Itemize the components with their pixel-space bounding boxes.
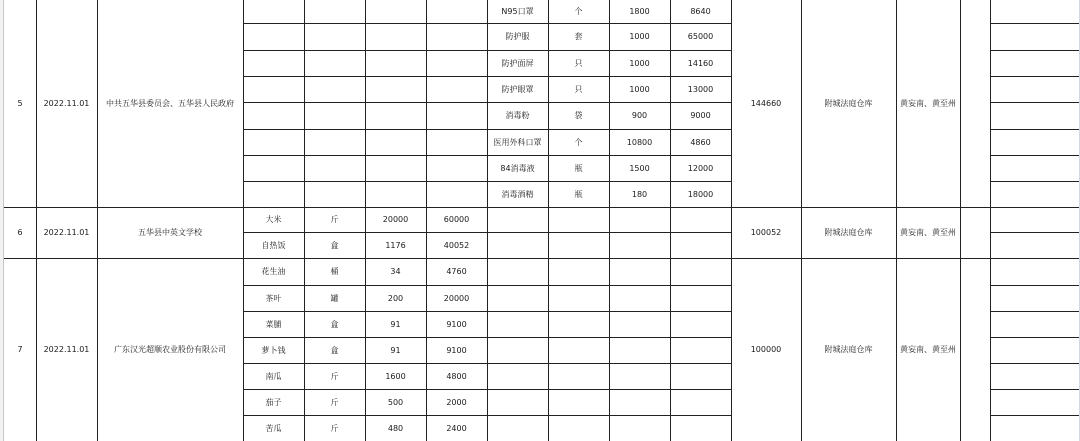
- handlers-cell[interactable]: 黄妄南、黄至州: [900, 228, 956, 237]
- item-unit-cell[interactable]: 斤: [330, 397, 339, 407]
- item-value-cell[interactable]: 60000: [443, 215, 470, 224]
- extra-cell[interactable]: [990, 102, 1080, 129]
- extra-cell[interactable]: [990, 207, 1080, 232]
- item-name-cell[interactable]: 消毒酒精: [501, 189, 534, 199]
- cell-border: [990, 311, 1080, 312]
- item-unit-cell[interactable]: [304, 23, 365, 50]
- item-name-cell[interactable]: [487, 363, 548, 389]
- item-unit-cell[interactable]: 个: [574, 137, 583, 147]
- cell-border: [97, 0, 98, 441]
- item-value-cell[interactable]: 20000: [443, 293, 470, 303]
- item-unit-cell[interactable]: [304, 76, 365, 102]
- item-unit-cell[interactable]: 盒: [330, 319, 339, 329]
- item-value-cell[interactable]: 12000: [687, 163, 714, 173]
- blank-cell[interactable]: [960, 0, 990, 207]
- item-name-cell[interactable]: 防护面屏: [501, 58, 534, 68]
- item-value-cell[interactable]: 9100: [446, 345, 467, 355]
- date-cell[interactable]: 2022.11.01: [43, 99, 90, 108]
- extra-cell[interactable]: [990, 285, 1080, 311]
- item-qty-cell[interactable]: 20000: [382, 215, 409, 224]
- item-qty-cell[interactable]: 480: [387, 423, 404, 433]
- item-qty-cell[interactable]: 1800: [629, 7, 650, 16]
- row-number-cell[interactable]: 7: [17, 345, 23, 354]
- extra-cell[interactable]: [990, 258, 1080, 285]
- item-value-cell[interactable]: [670, 285, 731, 311]
- item-unit-cell[interactable]: 斤: [330, 215, 339, 224]
- blank-cell[interactable]: [960, 258, 990, 441]
- item-qty-cell[interactable]: 1600: [385, 371, 406, 381]
- item-value-cell[interactable]: 40052: [443, 240, 470, 250]
- item-unit-cell[interactable]: [548, 363, 609, 389]
- item-qty-cell[interactable]: [609, 207, 670, 232]
- item-value-cell[interactable]: 9000: [690, 111, 711, 120]
- item-name-cell[interactable]: 84消毒液: [500, 163, 535, 173]
- extra-cell[interactable]: [990, 76, 1080, 102]
- item-name-cell[interactable]: [487, 337, 548, 363]
- item-qty-cell[interactable]: [609, 258, 670, 285]
- cell-border: [990, 129, 1080, 130]
- warehouse-cell[interactable]: 附城法庭仓库: [824, 228, 873, 237]
- cell-border: [609, 0, 610, 441]
- item-qty-cell[interactable]: [609, 363, 670, 389]
- item-qty-cell[interactable]: 34: [390, 267, 401, 276]
- item-qty-cell[interactable]: 500: [387, 397, 404, 407]
- extra-cell[interactable]: [990, 0, 1080, 23]
- item-value-cell[interactable]: 4800: [446, 371, 467, 381]
- item-name-cell[interactable]: 大米: [265, 215, 282, 224]
- item-qty-cell[interactable]: [365, 23, 426, 50]
- item-qty-cell[interactable]: [365, 0, 426, 23]
- item-qty-cell[interactable]: [609, 389, 670, 415]
- item-name-cell[interactable]: [487, 415, 548, 441]
- extra-cell[interactable]: [990, 50, 1080, 76]
- item-name-cell[interactable]: 防护眼罩: [501, 84, 534, 94]
- item-unit-cell[interactable]: 只: [574, 84, 583, 94]
- cell-border: [304, 0, 305, 441]
- item-qty-cell[interactable]: [609, 311, 670, 337]
- item-name-cell[interactable]: [487, 311, 548, 337]
- cell-border: [731, 0, 732, 441]
- warehouse-cell[interactable]: 附城法庭仓库: [824, 345, 873, 354]
- item-qty-cell[interactable]: [365, 155, 426, 181]
- cell-border: [990, 23, 1080, 24]
- cell-border: [990, 181, 1080, 182]
- item-unit-cell[interactable]: 罐: [330, 293, 339, 303]
- item-unit-cell[interactable]: 斤: [330, 423, 339, 433]
- item-unit-cell[interactable]: 袋: [574, 111, 583, 120]
- item-name-cell[interactable]: 花生油: [261, 267, 286, 276]
- cell-border: [670, 0, 671, 441]
- item-value-cell[interactable]: [426, 23, 487, 50]
- handlers-cell[interactable]: 黄妄南、黄至州: [900, 345, 956, 354]
- item-unit-cell[interactable]: [304, 50, 365, 76]
- item-value-cell[interactable]: [426, 129, 487, 155]
- item-name-cell[interactable]: [487, 258, 548, 285]
- item-value-cell[interactable]: 65000: [687, 32, 714, 41]
- item-value-cell[interactable]: [670, 337, 731, 363]
- item-qty-cell[interactable]: 91: [390, 345, 401, 355]
- item-qty-cell[interactable]: [609, 337, 670, 363]
- item-unit-cell[interactable]: 桶: [330, 267, 339, 276]
- cell-border: [990, 363, 1080, 364]
- donor-cell[interactable]: 广东汉光超顺农业股份有限公司: [114, 345, 226, 354]
- item-unit-cell[interactable]: 斤: [330, 371, 339, 381]
- extra-cell[interactable]: [990, 23, 1080, 50]
- cell-border: [896, 0, 897, 441]
- item-name-cell[interactable]: 防护服: [505, 32, 530, 41]
- cell-border: [801, 0, 802, 441]
- item-name-cell[interactable]: [243, 76, 304, 102]
- item-name-cell[interactable]: 苦瓜: [265, 423, 282, 433]
- item-value-cell[interactable]: [426, 76, 487, 102]
- item-value-cell[interactable]: [670, 389, 731, 415]
- cell-border: [990, 102, 1080, 103]
- item-qty-cell[interactable]: [365, 181, 426, 207]
- item-value-cell[interactable]: [670, 363, 731, 389]
- item-name-cell[interactable]: [243, 50, 304, 76]
- row-number-cell[interactable]: 5: [17, 99, 23, 108]
- item-unit-cell[interactable]: [548, 232, 609, 258]
- item-unit-cell[interactable]: [304, 155, 365, 181]
- item-value-cell[interactable]: [670, 258, 731, 285]
- item-name-cell[interactable]: [487, 389, 548, 415]
- cell-border: [960, 0, 961, 441]
- item-unit-cell[interactable]: [304, 181, 365, 207]
- item-name-cell[interactable]: [243, 155, 304, 181]
- extra-cell[interactable]: [990, 337, 1080, 363]
- cell-border: [990, 389, 1080, 390]
- item-value-cell[interactable]: 4760: [446, 267, 467, 276]
- item-value-cell[interactable]: [670, 311, 731, 337]
- item-name-cell[interactable]: [487, 285, 548, 311]
- item-qty-cell[interactable]: [365, 50, 426, 76]
- cell-border: [426, 0, 427, 441]
- item-value-cell[interactable]: 8640: [690, 7, 711, 16]
- cell-border: [990, 0, 991, 441]
- item-unit-cell[interactable]: 瓶: [574, 163, 583, 173]
- cell-border: [487, 0, 488, 441]
- cell-border: [990, 76, 1080, 77]
- item-unit-cell[interactable]: 盒: [330, 240, 339, 250]
- total-cell[interactable]: 100052: [750, 228, 782, 237]
- item-name-cell[interactable]: 消毒粉: [505, 111, 530, 120]
- donor-cell[interactable]: 中共五华县委员会、五华县人民政府: [106, 99, 234, 108]
- total-cell[interactable]: 144660: [750, 99, 782, 108]
- item-qty-cell[interactable]: [365, 129, 426, 155]
- item-unit-cell[interactable]: [304, 129, 365, 155]
- cell-border: [990, 232, 1080, 233]
- cell-border: [243, 0, 244, 441]
- item-value-cell[interactable]: [426, 181, 487, 207]
- item-unit-cell[interactable]: 只: [574, 58, 583, 68]
- item-name-cell[interactable]: 茄子: [265, 397, 282, 407]
- item-name-cell[interactable]: 医用外科口罩: [493, 137, 542, 147]
- item-value-cell[interactable]: 9100: [446, 319, 467, 329]
- item-name-cell[interactable]: [243, 102, 304, 129]
- item-qty-cell[interactable]: [365, 102, 426, 129]
- extra-cell[interactable]: [990, 129, 1080, 155]
- extra-cell[interactable]: [990, 389, 1080, 415]
- item-qty-cell[interactable]: 1000: [629, 32, 650, 41]
- item-qty-cell[interactable]: [365, 76, 426, 102]
- item-qty-cell[interactable]: [609, 285, 670, 311]
- donor-cell[interactable]: 五华县中英文学校: [138, 228, 202, 237]
- item-qty-cell[interactable]: 900: [631, 111, 648, 120]
- item-unit-cell[interactable]: [548, 415, 609, 441]
- cell-border: [990, 337, 1080, 338]
- item-unit-cell[interactable]: [548, 337, 609, 363]
- cell-border: [990, 50, 1080, 51]
- warehouse-cell[interactable]: 附城法庭仓库: [824, 99, 873, 108]
- item-value-cell[interactable]: 4860: [690, 137, 711, 147]
- extra-cell[interactable]: [990, 181, 1080, 207]
- item-value-cell[interactable]: 18000: [687, 189, 714, 199]
- item-value-cell[interactable]: 2000: [446, 397, 467, 407]
- item-name-cell[interactable]: 自热饭: [261, 240, 286, 250]
- item-name-cell[interactable]: N95口罩: [501, 7, 534, 16]
- item-qty-cell[interactable]: 180: [631, 189, 648, 199]
- item-value-cell[interactable]: [426, 50, 487, 76]
- item-value-cell[interactable]: [426, 102, 487, 129]
- item-name-cell[interactable]: [243, 0, 304, 23]
- cell-border: [990, 155, 1080, 156]
- blank-cell[interactable]: [960, 207, 990, 258]
- item-unit-cell[interactable]: 瓶: [574, 189, 583, 199]
- item-name-cell[interactable]: 南瓜: [265, 371, 282, 381]
- item-unit-cell[interactable]: [548, 389, 609, 415]
- item-qty-cell[interactable]: 1000: [629, 58, 650, 68]
- item-unit-cell[interactable]: [548, 207, 609, 232]
- extra-cell[interactable]: [990, 415, 1080, 441]
- row-number-cell[interactable]: 6: [17, 228, 23, 237]
- item-unit-cell[interactable]: 套: [574, 32, 583, 41]
- item-value-cell[interactable]: 13000: [687, 84, 714, 94]
- item-qty-cell[interactable]: 1000: [629, 84, 650, 94]
- item-name-cell[interactable]: 萝卜钱: [261, 345, 286, 355]
- item-qty-cell[interactable]: [609, 232, 670, 258]
- item-unit-cell[interactable]: [304, 0, 365, 23]
- handlers-cell[interactable]: 黄妄南、黄至州: [900, 99, 956, 108]
- item-name-cell[interactable]: [243, 129, 304, 155]
- item-unit-cell[interactable]: 个: [574, 7, 583, 16]
- date-cell[interactable]: 2022.11.01: [43, 228, 90, 237]
- item-unit-cell[interactable]: [548, 285, 609, 311]
- item-name-cell[interactable]: 茶叶: [265, 293, 282, 303]
- item-name-cell[interactable]: [243, 181, 304, 207]
- item-qty-cell[interactable]: 1500: [629, 163, 650, 173]
- cell-border: [990, 285, 1080, 286]
- item-value-cell[interactable]: [426, 0, 487, 23]
- cell-border: [365, 0, 366, 441]
- item-value-cell[interactable]: [670, 415, 731, 441]
- item-qty-cell[interactable]: 1176: [385, 240, 406, 250]
- extra-cell[interactable]: [990, 155, 1080, 181]
- item-unit-cell[interactable]: [548, 258, 609, 285]
- item-name-cell[interactable]: [487, 207, 548, 232]
- item-name-cell[interactable]: [243, 23, 304, 50]
- extra-cell[interactable]: [990, 311, 1080, 337]
- item-name-cell[interactable]: 菜脯: [265, 319, 282, 329]
- item-qty-cell[interactable]: 200: [387, 293, 404, 303]
- item-value-cell[interactable]: [670, 207, 731, 232]
- item-unit-cell[interactable]: [304, 102, 365, 129]
- item-qty-cell[interactable]: 10800: [626, 137, 653, 147]
- item-unit-cell[interactable]: 盒: [330, 345, 339, 355]
- total-cell[interactable]: 100000: [750, 345, 782, 354]
- item-value-cell[interactable]: 2400: [446, 423, 467, 433]
- cell-border: [36, 0, 37, 441]
- item-value-cell[interactable]: [670, 232, 731, 258]
- extra-cell[interactable]: [990, 363, 1080, 389]
- item-qty-cell[interactable]: 91: [390, 319, 401, 329]
- item-name-cell[interactable]: [487, 232, 548, 258]
- cell-border: [548, 0, 549, 441]
- item-value-cell[interactable]: [426, 155, 487, 181]
- cell-border: [4, 207, 1080, 208]
- item-qty-cell[interactable]: [609, 415, 670, 441]
- cell-border: [4, 258, 1080, 259]
- extra-cell[interactable]: [990, 232, 1080, 258]
- cell-border: [990, 415, 1080, 416]
- item-unit-cell[interactable]: [548, 311, 609, 337]
- item-value-cell[interactable]: 14160: [687, 58, 714, 68]
- date-cell[interactable]: 2022.11.01: [43, 345, 90, 354]
